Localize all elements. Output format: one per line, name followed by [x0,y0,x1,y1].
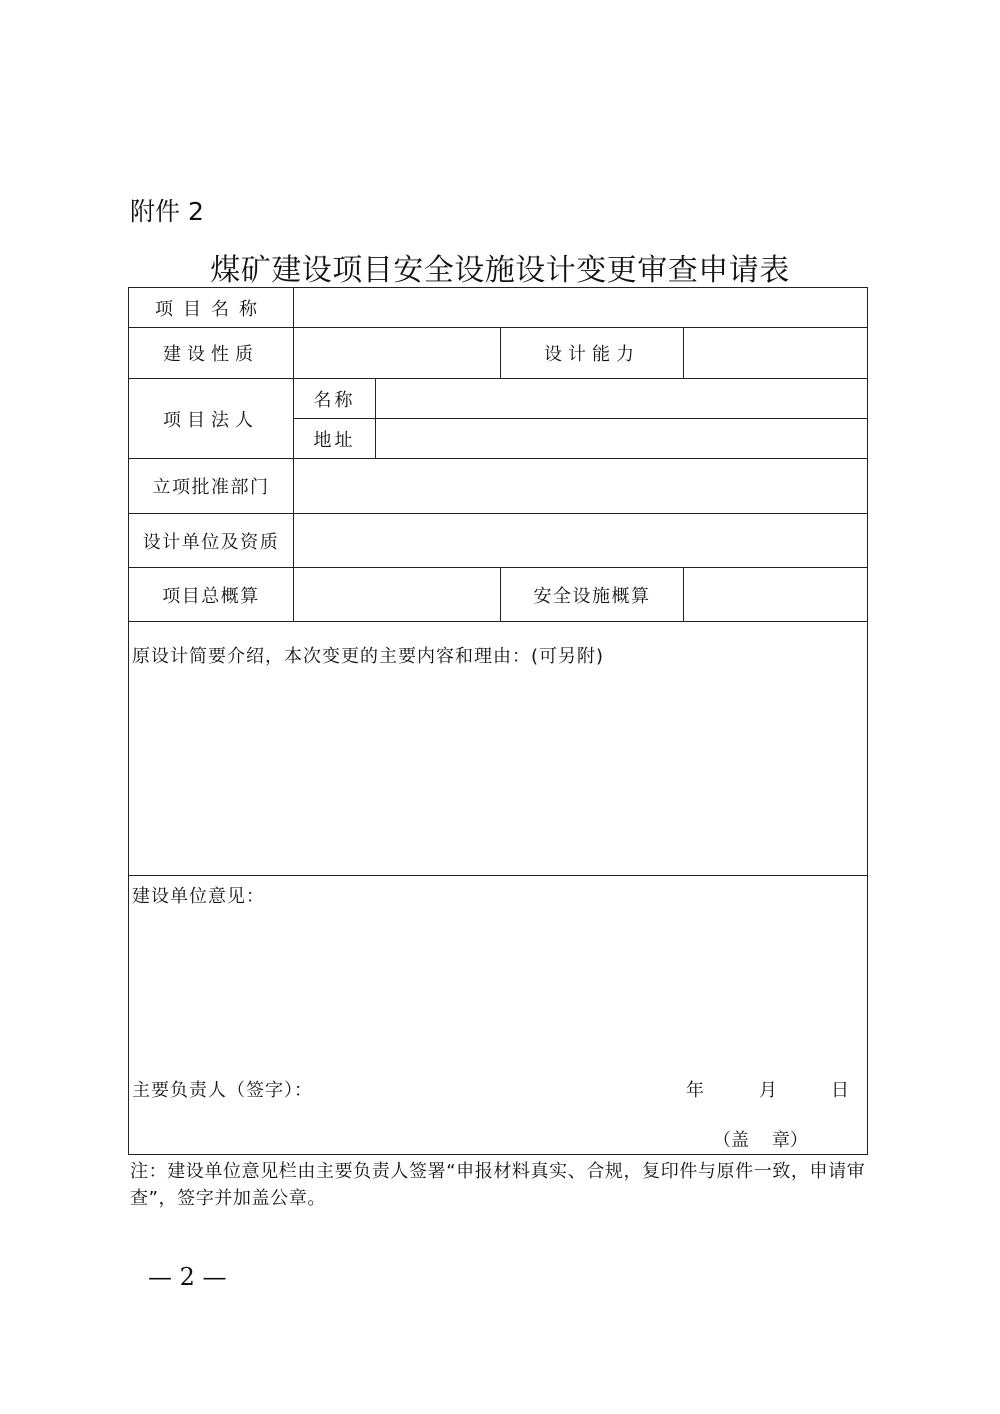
legal-person-address-field[interactable] [376,419,868,459]
legal-person-address-label: 地址 [294,419,376,459]
unit-opinion-label: 建设单位意见： [132,886,265,907]
signature-label: 主要负责人（签字）： [132,1080,313,1101]
unit-opinion-section[interactable] [129,876,868,1155]
month-label: 月 [759,1080,777,1101]
footnote: 注：建设单位意见栏由主要负责人签署“申报材料真实、合规，复印件与原件一致，申请审查”，签字并加盖公章。 [130,1161,866,1209]
design-intro-section[interactable] [129,622,868,876]
safety-budget-label: 安全设施概算 [501,568,684,622]
year-label: 年 [686,1080,704,1101]
total-budget-field[interactable] [294,568,501,622]
approval-department-label: 立项批准部门 [129,459,294,514]
design-unit-label: 设计单位及资质 [129,514,294,568]
legal-person-name-field[interactable] [376,379,868,419]
approval-department-field[interactable] [294,459,868,514]
legal-person-name-label: 名称 [294,379,376,419]
legal-person-label: 项目法人 [129,379,294,459]
day-label: 日 [831,1080,849,1101]
safety-budget-field[interactable] [684,568,868,622]
design-capacity-label: 设计能力 [501,328,684,379]
project-name-label: 项目名称 [129,288,294,328]
project-name-field[interactable] [294,288,868,328]
total-budget-label: 项目总概算 [129,568,294,622]
seal-label: （盖 章） [713,1130,808,1151]
page-number: — 2 — [148,1263,227,1291]
page-title: 煤矿建设项目安全设施设计变更审查申请表 [210,253,790,288]
design-capacity-field[interactable] [684,328,868,379]
attachment-label: 附件 2 [130,197,204,226]
design-intro-label: 原设计简要介绍，本次变更的主要内容和理由：(可另附) [132,646,605,667]
application-form-table [128,287,868,1155]
construction-nature-field[interactable] [294,328,501,379]
construction-nature-label: 建设性质 [129,328,294,379]
design-unit-field[interactable] [294,514,868,568]
